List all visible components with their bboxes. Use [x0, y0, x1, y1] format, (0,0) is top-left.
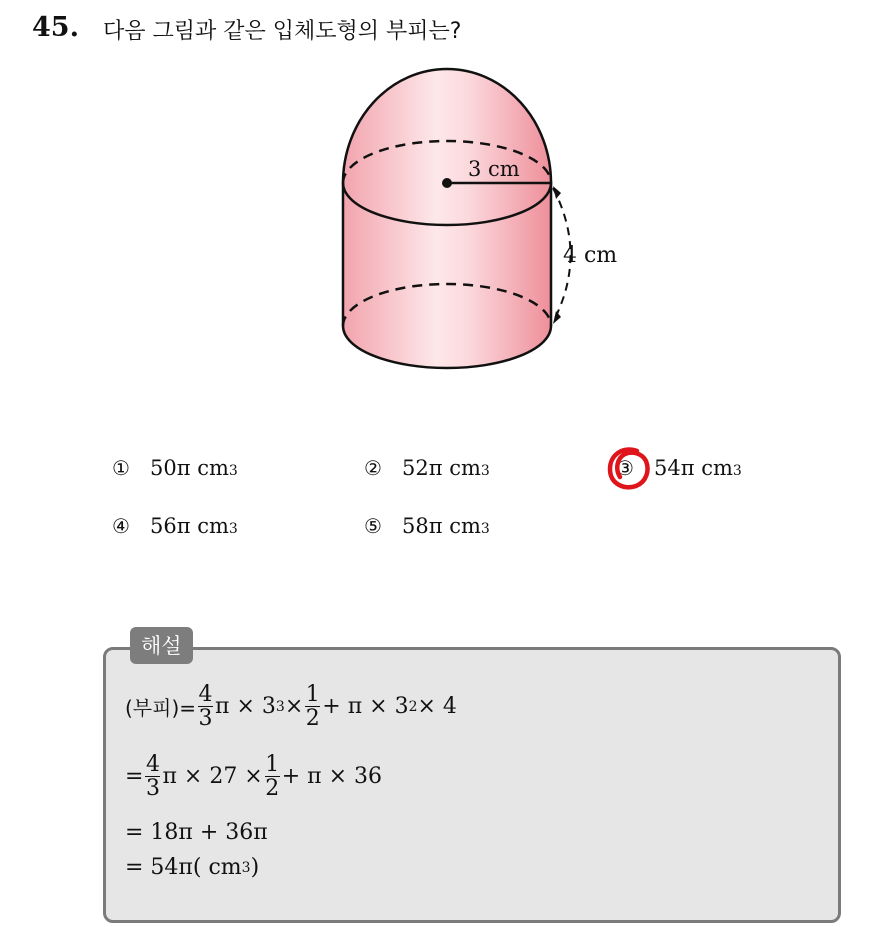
- radius-label: 3 cm: [468, 157, 520, 181]
- choice-5-value: 58π: [402, 514, 443, 538]
- choice-3-unit: cm: [701, 456, 733, 480]
- choice-1-value: 50π: [150, 456, 191, 480]
- choice-2-exponent: 3: [480, 463, 490, 479]
- line1-mid2: ×: [284, 694, 304, 720]
- line1-tail-a: + π × 3: [322, 694, 409, 720]
- choice-3-number: ③: [616, 456, 634, 480]
- center-dot: [442, 178, 452, 188]
- line4-exp: 3: [241, 859, 251, 876]
- solution-line-4: [125, 855, 259, 880]
- solid-body: [343, 69, 551, 368]
- choice-5-number: ⑤: [364, 514, 382, 538]
- height-arrow-bottom: [553, 311, 561, 324]
- choice-1-unit: cm: [197, 456, 229, 480]
- fraction-one-half: $\frac{1}{2}$: [305, 682, 320, 732]
- solution-line-1: [125, 683, 457, 730]
- solution-line-3: [125, 820, 268, 845]
- line4-tail: ): [250, 855, 260, 880]
- choice-2-value: 52π: [402, 456, 443, 480]
- solution-label: 해설: [130, 627, 193, 664]
- choice-4-number: ④: [112, 514, 130, 538]
- fraction-one-half-2: $\frac{1}{2}$: [265, 752, 280, 802]
- line2-tail: + π × 36: [281, 764, 383, 790]
- choice-2-number: ②: [364, 456, 382, 480]
- choice-3-exponent: 3: [732, 463, 742, 479]
- solution-line-2: [125, 753, 382, 800]
- question-text: 다음 그림과 같은 입체도형의 부피는?: [103, 19, 462, 44]
- line2-head: =: [125, 764, 144, 790]
- choice-1-exponent: 3: [228, 463, 238, 479]
- choice-2[interactable]: [364, 456, 490, 480]
- choice-1[interactable]: [112, 456, 238, 480]
- choice-3-value: 54π: [654, 456, 695, 480]
- choice-4[interactable]: [112, 514, 238, 538]
- line3-text: = 18π + 36π: [125, 820, 268, 845]
- choice-1-number: ①: [112, 456, 130, 480]
- choice-3[interactable]: [616, 456, 742, 480]
- choice-4-unit: cm: [197, 514, 229, 538]
- choice-5-exponent: 3: [480, 521, 490, 537]
- fraction-four-thirds-2: $\frac{4}{3}$: [145, 752, 160, 802]
- line1-exp2: 2: [408, 698, 418, 715]
- line1-exp1: 3: [275, 698, 285, 715]
- line1-tail-b: × 4: [417, 694, 457, 720]
- choice-2-unit: cm: [449, 456, 481, 480]
- choice-5[interactable]: [364, 514, 490, 538]
- choice-4-exponent: 3: [228, 521, 238, 537]
- choice-4-value: 56π: [150, 514, 191, 538]
- solid-figure: [300, 60, 640, 380]
- fraction-four-thirds: $\frac{4}{3}$: [198, 682, 213, 732]
- line2-mid: π × 27 ×: [162, 764, 263, 790]
- line4-head: = 54π( cm: [125, 855, 242, 880]
- height-label: 4 cm: [563, 243, 618, 268]
- choice-5-unit: cm: [449, 514, 481, 538]
- line1-head: (부피)=: [125, 696, 197, 721]
- question-number: 45.: [32, 12, 79, 43]
- line1-mid1: π × 3: [215, 694, 276, 720]
